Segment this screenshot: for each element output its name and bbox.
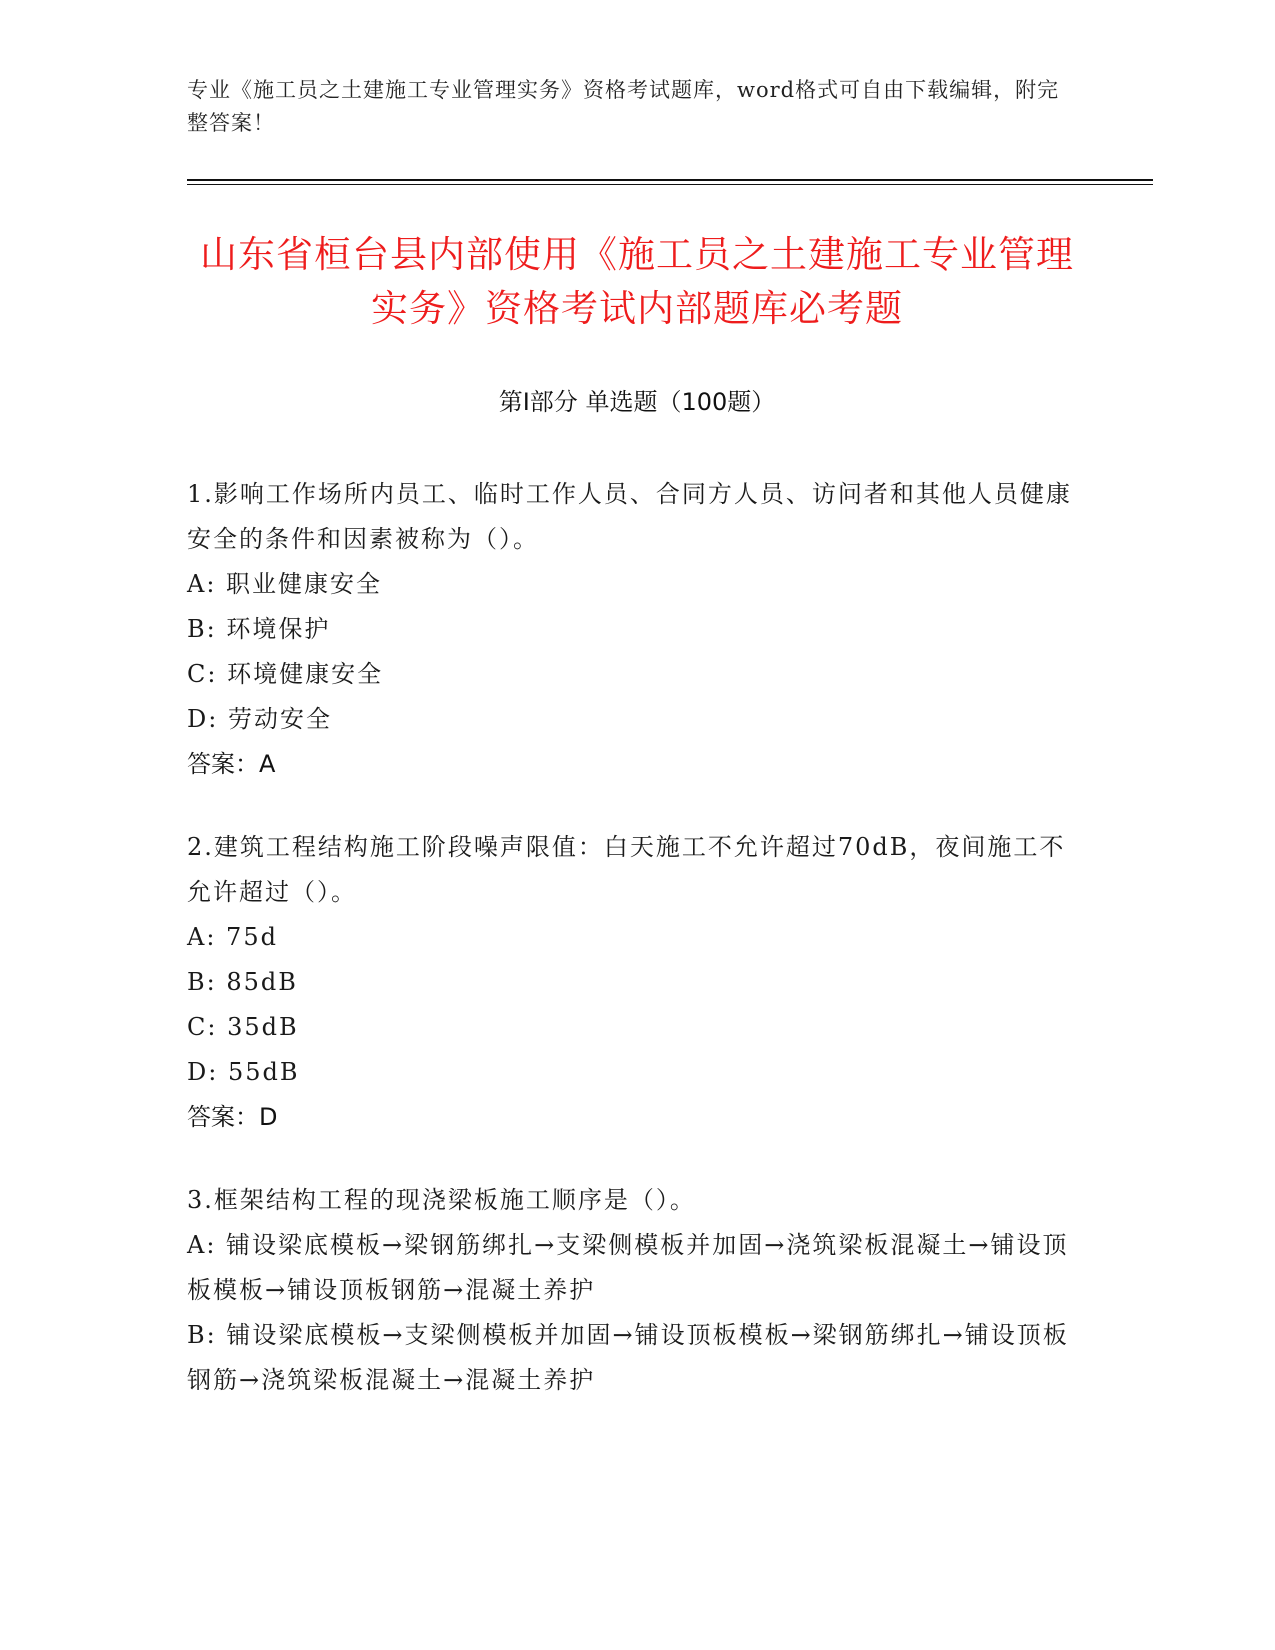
question-2 — [187, 825, 1087, 1140]
question-stem: 1.影响工作场所内员工、临时工作人员、合同方人员、访问者和其他人员健康安全的条件和因素被称为（）。 — [187, 480, 1072, 553]
header-note: 专业《施工员之土建施工专业管理实务》资格考试题库，word格式可自由下载编辑，附完整答案！ — [187, 78, 1060, 135]
option-c: C: 环境健康安全 — [187, 660, 384, 688]
option-b: B: 85dB — [187, 968, 298, 996]
option-a: A: 铺设梁底模板→梁钢筋绑扎→支梁侧模板并加固→浇筑梁板混凝土→铺设顶板模板→铺设顶板钢筋→混凝土养护 — [187, 1231, 1069, 1304]
question-stem: 3.框架结构工程的现浇梁板施工顺序是（）。 — [187, 1186, 696, 1214]
answer: 答案：A — [187, 750, 276, 778]
option-b: B: 铺设梁底模板→支梁侧模板并加固→铺设顶板模板→梁钢筋绑扎→铺设顶板钢筋→浇筑梁板混凝土→混凝土养护 — [187, 1321, 1069, 1394]
answer: 答案：D — [187, 1103, 278, 1131]
question-3 — [187, 1178, 1087, 1403]
option-d: D: 55dB — [187, 1058, 300, 1086]
document-title: 山东省桓台县内部使用《施工员之土建施工专业管理实务》资格考试内部题库必考题 — [200, 233, 1074, 330]
question-stem: 2.建筑工程结构施工阶段噪声限值：白天施工不允许超过70dB，夜间施工不允许超过（）。 — [187, 833, 1066, 906]
question-list — [187, 472, 1087, 1441]
header-divider-thick — [187, 179, 1153, 181]
section-title: 第Ⅰ部分 单选题（100题） — [498, 388, 776, 416]
header-divider-thin — [187, 184, 1153, 185]
question-1 — [187, 472, 1087, 787]
option-a: A: 75d — [187, 923, 278, 951]
option-a: A: 职业健康安全 — [187, 570, 383, 598]
option-b: B: 环境保护 — [187, 615, 331, 643]
option-c: C: 35dB — [187, 1013, 299, 1041]
option-d: D: 劳动安全 — [187, 705, 332, 733]
